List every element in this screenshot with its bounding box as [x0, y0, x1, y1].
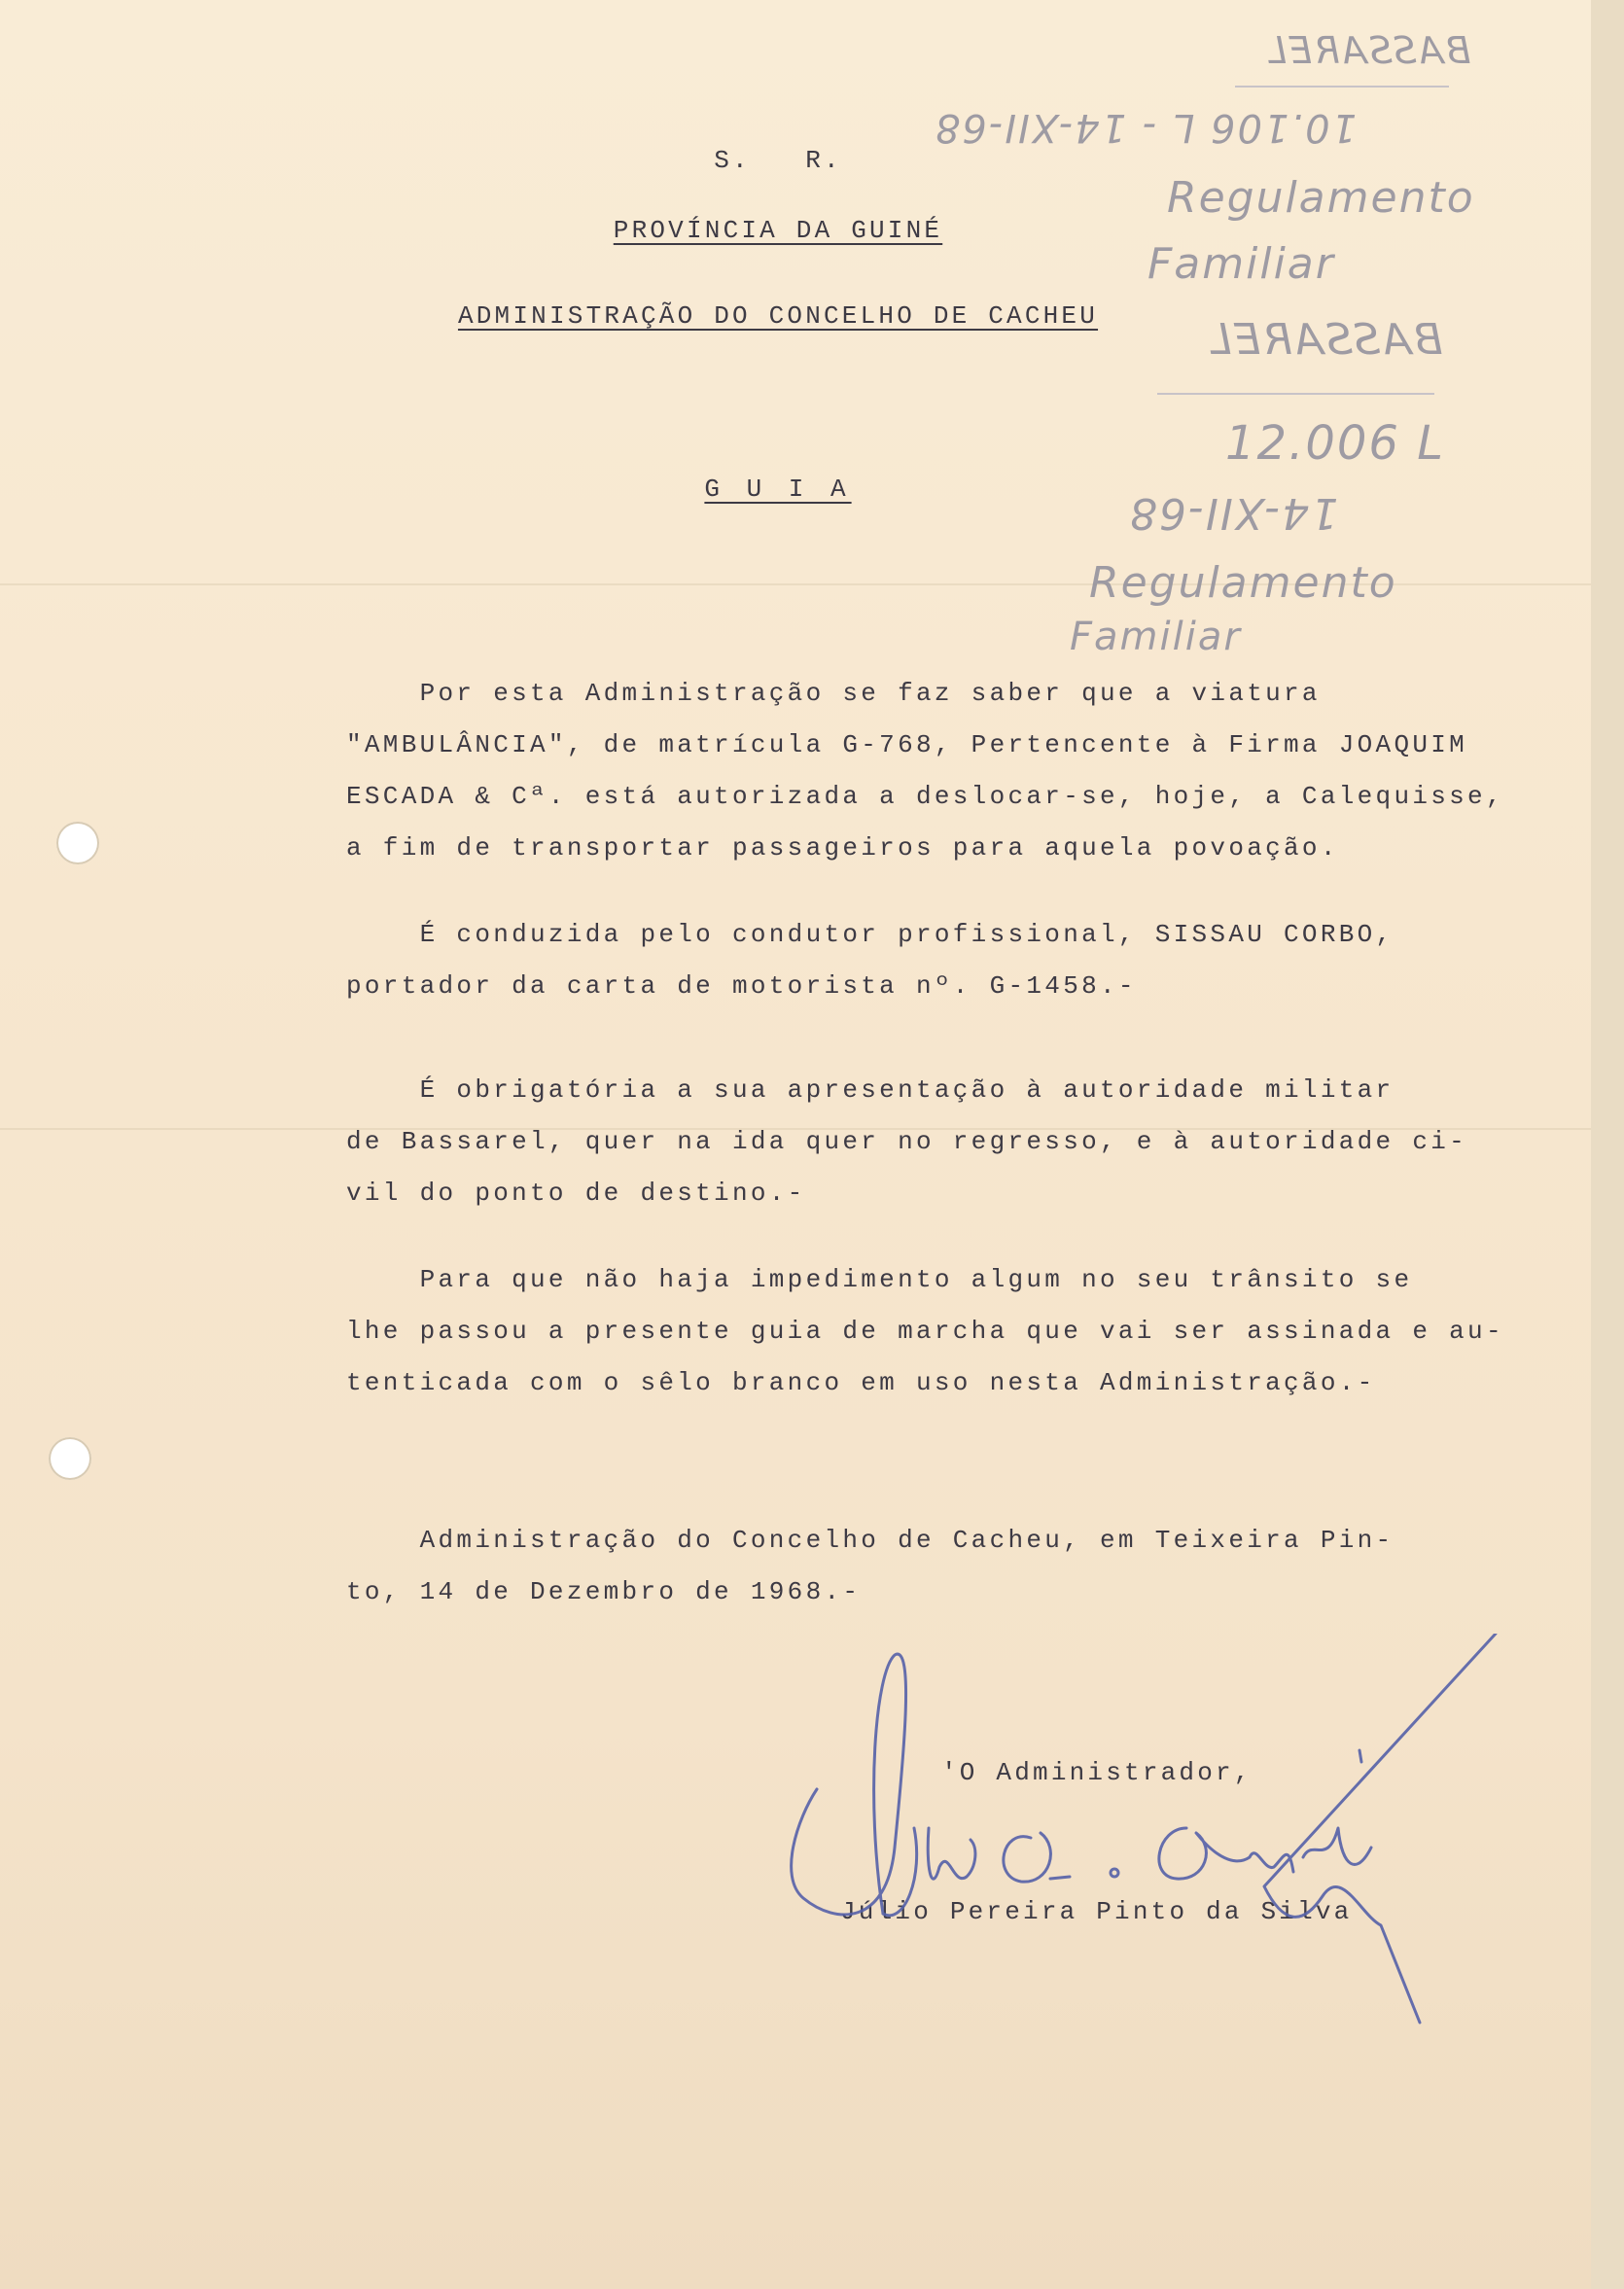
signature-role: 'O Administrador, — [941, 1758, 1253, 1787]
pencil-rule — [1235, 86, 1449, 88]
paragraph-line: a fim de transportar passageiros para aquela povoação. — [346, 833, 1339, 863]
header-sr: S. R. — [714, 146, 842, 175]
paragraph-line: Para que não haja impedimento algum no seu trânsito se — [346, 1265, 1413, 1294]
document-title: G U I A — [704, 475, 852, 504]
paragraph-line: vil do ponto de destino.- — [346, 1179, 806, 1208]
paragraph-line: lhe passou a presente guia de marcha que vai ser assinada e au- — [346, 1317, 1504, 1346]
paragraph-line: É conduzida pelo condutor profissional, SISSAU CORBO, — [346, 920, 1395, 949]
paragraph-line: tenticada com o sêlo branco em uso nesta Administração.- — [346, 1368, 1376, 1397]
pencil-note: Regulamento — [1089, 558, 1397, 608]
pencil-rule — [1157, 393, 1434, 395]
pencil-note: BASSAREL — [1206, 315, 1443, 365]
paragraph-line: ESCADA & Cª. está autorizada a deslocar-se, hoje, a Calequisse, — [346, 782, 1504, 811]
pencil-note: 12.006 L — [1225, 416, 1445, 471]
pencil-note: Regulamento — [1167, 173, 1475, 223]
punch-hole — [56, 822, 99, 864]
pencil-note: BASSAREL — [1264, 29, 1471, 72]
paragraph-line: de Bassarel, quer na ida quer no regresso, e à autoridade ci- — [346, 1127, 1468, 1156]
paragraph-line: Por esta Administração se faz saber que a viatura — [346, 679, 1321, 708]
closing-line: to, 14 de Dezembro de 1968.- — [346, 1577, 862, 1606]
paragraph-line: É obrigatória a sua apresentação à autoridade militar — [346, 1075, 1395, 1105]
pencil-note: Familiar — [1147, 239, 1335, 289]
paragraph-line: "AMBULÂNCIA", de matrícula G-768, Pertencente à Firma JOAQUIM — [346, 730, 1468, 759]
paragraph-line: portador da carta de motorista nº. G-1458.- — [346, 971, 1137, 1001]
punch-hole — [49, 1437, 91, 1480]
handwritten-signature — [759, 1634, 1536, 2042]
signature-name: Júlio Pereira Pinto da Silva — [840, 1897, 1353, 1926]
header-province: PROVÍNCIA DA GUINÉ — [613, 216, 943, 245]
pencil-note: 14-XII-68 — [1128, 488, 1339, 538]
pencil-note: 10.106 L - 14-XII-68 — [934, 105, 1358, 150]
header-administration: ADMINISTRAÇÃO DO CONCELHO DE CACHEU — [457, 301, 1099, 331]
pencil-note: Familiar — [1070, 615, 1242, 659]
closing-line: Administração do Concelho de Cacheu, em Teixeira Pin- — [346, 1526, 1395, 1555]
